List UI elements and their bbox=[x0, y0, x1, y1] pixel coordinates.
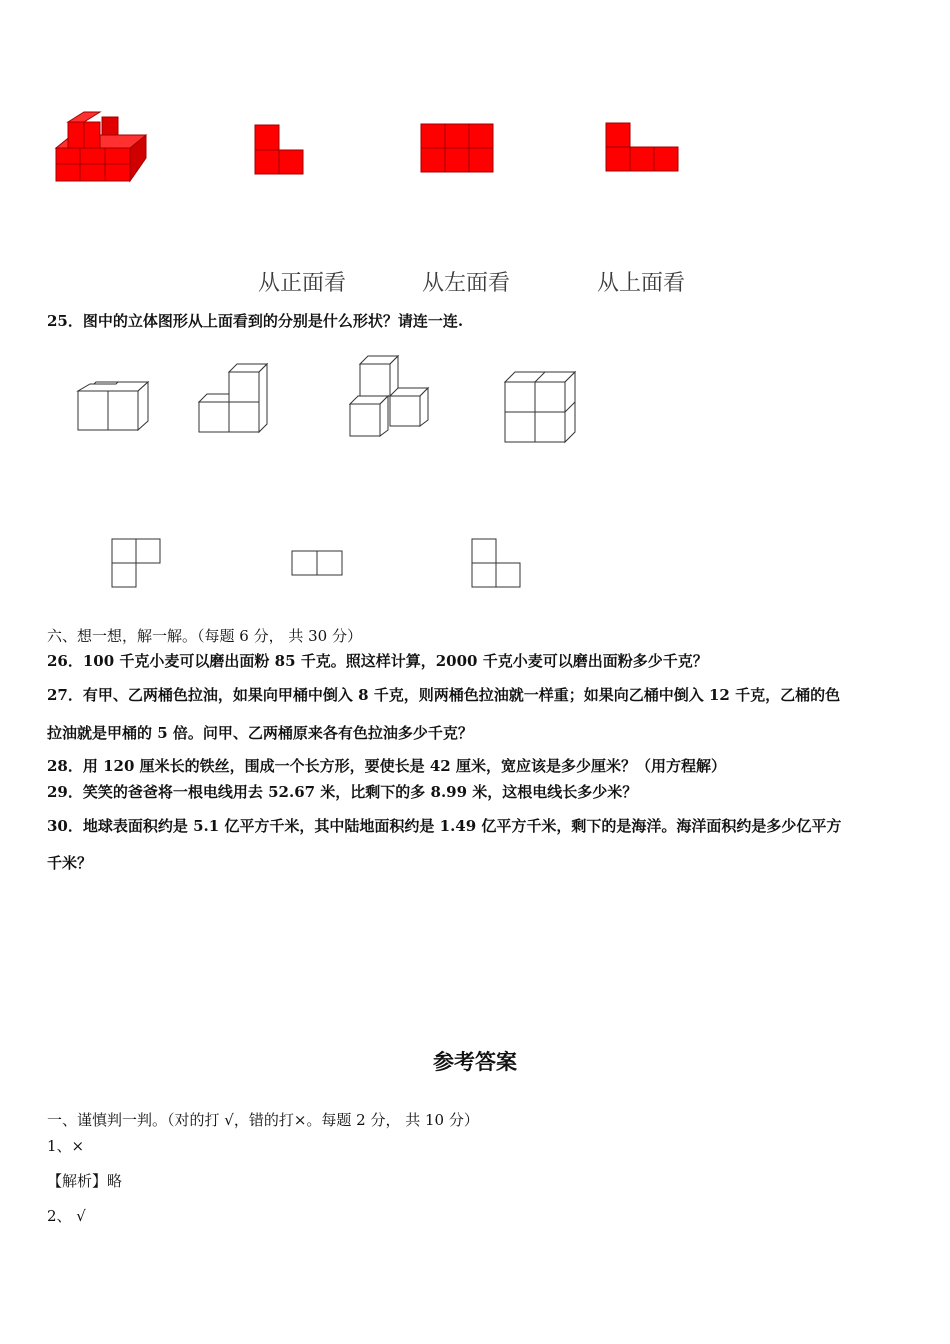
question-27-line-1: 27．有甲、乙两桶色拉油，如果向甲桶中倒入 8 千克，则两桶色拉油就一样重；如果向乙桶中倒入 12 千克，乙桶的色 bbox=[47, 686, 841, 704]
left-view-shape bbox=[420, 123, 496, 175]
top-view-option-2 bbox=[291, 550, 345, 578]
question-26: 26．100 千克小麦可以磨出面粉 85 千克。照这样计算，2000 千克小麦可以磨出面粉多少千克？ bbox=[47, 652, 708, 670]
answers-title: 参考答案 bbox=[433, 1050, 517, 1074]
solid-figure-1 bbox=[76, 380, 152, 434]
front-view-label: 从正面看 bbox=[258, 271, 347, 296]
question-25: 25．图中的立体图形从上面看到的分别是什么形状？请连一连. bbox=[47, 312, 464, 330]
top-view-label: 从上面看 bbox=[597, 271, 686, 296]
question-30-line-2: 千米？ bbox=[47, 854, 93, 872]
top-view-option-3 bbox=[471, 538, 523, 590]
answer-2: 2、 √ bbox=[47, 1207, 86, 1225]
answer-1: 1、× bbox=[47, 1137, 85, 1155]
top-view-option-1 bbox=[111, 538, 163, 590]
answer-analysis: 【解析】略 bbox=[47, 1172, 123, 1190]
red-cube-solid-figure bbox=[50, 108, 155, 188]
solid-figure-2 bbox=[197, 362, 273, 438]
question-29: 29．笑笑的爸爸将一根电线用去 52.67 米，比剩下的多 8.99 米，这根电线长多少米？ bbox=[47, 783, 638, 801]
section-6-heading: 六、想一想，解一解。（每题 6 分， 共 30 分） bbox=[47, 627, 362, 645]
top-view-shape bbox=[605, 122, 681, 174]
question-28: 28．用 120 厘米长的铁丝，围成一个长方形，要使长是 42 厘米，宽应该是多少厘米？（用方程解） bbox=[47, 757, 726, 775]
answers-section-1-heading: 一、谨慎判一判。（对的打 √，错的打×。每题 2 分， 共 10 分） bbox=[47, 1111, 479, 1129]
question-27-line-2: 拉油就是甲桶的 5 倍。问甲、乙两桶原来各有色拉油多少千克？ bbox=[47, 724, 473, 742]
solid-figure-4 bbox=[503, 370, 581, 446]
question-30-line-1: 30．地球表面积约是 5.1 亿平方千米，其中陆地面积约是 1.49 亿平方千米，剩下的是海洋。海洋面积约是多少亿平方 bbox=[47, 817, 842, 835]
solid-figure-3 bbox=[348, 354, 434, 440]
front-view-shape bbox=[254, 124, 306, 176]
left-view-label: 从左面看 bbox=[422, 271, 511, 296]
